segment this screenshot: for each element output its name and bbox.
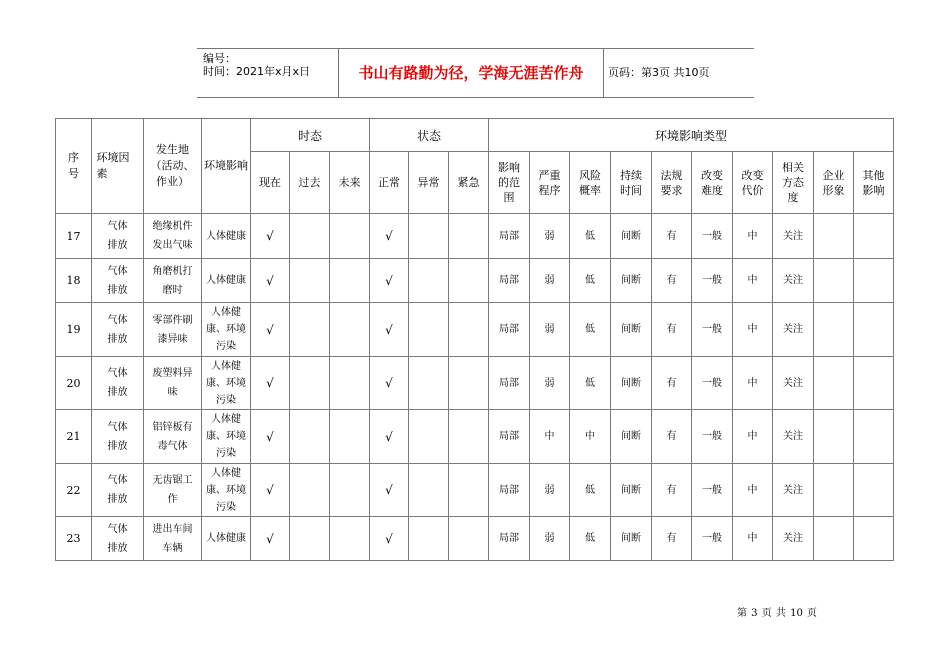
cell-factor: 气体排放: [92, 259, 144, 303]
cell-type-duration: 间断: [611, 303, 652, 357]
col-header-tense-1: 过去: [290, 152, 330, 214]
col-header-type-1: 严重程序: [530, 152, 570, 214]
cell-type-severity: 弱: [530, 259, 570, 303]
cell-type-scope: 局部: [489, 517, 530, 561]
cell-type-image: [814, 357, 854, 410]
cell-state-normal: √: [370, 303, 409, 357]
cell-state-emergency: [449, 259, 489, 303]
cell-type-scope: 局部: [489, 214, 530, 259]
cell-type-severity: 弱: [530, 303, 570, 357]
cell-type-regulation: 有: [652, 357, 692, 410]
cell-type-scope: 局部: [489, 303, 530, 357]
cell-type-other: [854, 410, 894, 464]
cell-type-cost: 中: [733, 517, 773, 561]
cell-type-difficulty: 一般: [692, 464, 733, 517]
col-header-type-5: 改变难度: [692, 152, 733, 214]
cell-tense-now: √: [251, 259, 290, 303]
cell-tense-now: √: [251, 214, 290, 259]
cell-tense-future: [330, 464, 370, 517]
cell-factor: 气体排放: [92, 214, 144, 259]
cell-tense-future: [330, 259, 370, 303]
group-header-impact-type: 环境影响类型: [489, 119, 894, 152]
cell-type-scope: 局部: [489, 464, 530, 517]
cell-type-other: [854, 464, 894, 517]
cell-type-other: [854, 214, 894, 259]
cell-type-regulation: 有: [652, 517, 692, 561]
cell-no: 22: [56, 464, 92, 517]
cell-type-cost: 中: [733, 357, 773, 410]
col-header-type-3: 持续时间: [611, 152, 652, 214]
cell-state-abnormal: [409, 517, 449, 561]
cell-type-regulation: 有: [652, 303, 692, 357]
cell-state-normal: √: [370, 517, 409, 561]
group-header-state: 状态: [370, 119, 489, 152]
table-row: [56, 464, 894, 517]
cell-type-scope: 局部: [489, 410, 530, 464]
cell-state-normal: √: [370, 464, 409, 517]
cell-type-image: [814, 464, 854, 517]
cell-state-abnormal: [409, 410, 449, 464]
col-header-type-0: 影响的范围: [489, 152, 530, 214]
cell-location: 角磨机打磨时: [144, 259, 202, 303]
cell-no: 21: [56, 410, 92, 464]
header-meta: [197, 49, 337, 97]
col-header-seq: 序号: [56, 119, 92, 214]
table-row: [56, 303, 894, 357]
col-header-state-1: 异常: [409, 152, 449, 214]
cell-type-probability: 低: [570, 303, 611, 357]
cell-type-probability: 低: [570, 214, 611, 259]
col-header-type-9: 其他影响: [854, 152, 894, 214]
cell-impact: 人体健康: [202, 214, 251, 259]
cell-state-normal: √: [370, 410, 409, 464]
cell-tense-now: √: [251, 303, 290, 357]
cell-state-emergency: [449, 464, 489, 517]
cell-state-abnormal: [409, 464, 449, 517]
cell-state-normal: √: [370, 357, 409, 410]
cell-state-abnormal: [409, 357, 449, 410]
cell-type-cost: 中: [733, 303, 773, 357]
col-header-type-2: 风险概率: [570, 152, 611, 214]
cell-factor: 气体排放: [92, 464, 144, 517]
cell-tense-now: √: [251, 464, 290, 517]
cell-impact: 人体健康、环境污染: [202, 464, 251, 517]
cell-type-cost: 中: [733, 410, 773, 464]
cell-type-severity: 中: [530, 410, 570, 464]
cell-type-difficulty: 一般: [692, 214, 733, 259]
cell-no: 17: [56, 214, 92, 259]
cell-type-severity: 弱: [530, 214, 570, 259]
time-label: 时间：2021年x月x日: [203, 65, 311, 78]
cell-state-emergency: [449, 410, 489, 464]
environment-factor-table: [55, 118, 894, 561]
cell-impact: 人体健康、环境污染: [202, 357, 251, 410]
cell-factor: 气体排放: [92, 410, 144, 464]
cell-factor: 气体排放: [92, 357, 144, 410]
cell-tense-past: [290, 517, 330, 561]
cell-type-duration: 间断: [611, 410, 652, 464]
cell-type-duration: 间断: [611, 259, 652, 303]
number-label: 编号：: [203, 52, 236, 65]
table-row: [56, 357, 894, 410]
cell-type-stakeholder: 关注: [773, 357, 814, 410]
cell-type-severity: 弱: [530, 517, 570, 561]
cell-no: 19: [56, 303, 92, 357]
cell-tense-past: [290, 464, 330, 517]
cell-location: 进出车间车辆: [144, 517, 202, 561]
cell-type-stakeholder: 关注: [773, 517, 814, 561]
cell-type-image: [814, 214, 854, 259]
col-header-tense-2: 未来: [330, 152, 370, 214]
cell-no: 20: [56, 357, 92, 410]
table-row: [56, 410, 894, 464]
cell-type-probability: 低: [570, 464, 611, 517]
document-header: [197, 48, 754, 98]
cell-type-difficulty: 一般: [692, 303, 733, 357]
col-header-tense-0: 现在: [251, 152, 290, 214]
header-row-1: [56, 119, 894, 152]
cell-type-image: [814, 303, 854, 357]
col-header-impact: 环境影响: [202, 119, 251, 214]
cell-type-difficulty: 一般: [692, 259, 733, 303]
cell-state-normal: √: [370, 214, 409, 259]
cell-state-emergency: [449, 517, 489, 561]
cell-location: 无齿锯工作: [144, 464, 202, 517]
col-header-type-8: 企业形象: [814, 152, 854, 214]
cell-state-abnormal: [409, 259, 449, 303]
table-row: [56, 214, 894, 259]
cell-state-abnormal: [409, 214, 449, 259]
cell-type-scope: 局部: [489, 357, 530, 410]
cell-type-stakeholder: 关注: [773, 303, 814, 357]
cell-tense-future: [330, 357, 370, 410]
col-header-type-4: 法规要求: [652, 152, 692, 214]
col-header-state-0: 正常: [370, 152, 409, 214]
cell-impact: 人体健康、环境污染: [202, 410, 251, 464]
cell-tense-future: [330, 410, 370, 464]
cell-impact: 人体健康: [202, 517, 251, 561]
cell-tense-now: √: [251, 517, 290, 561]
col-header-state-2: 紧急: [449, 152, 489, 214]
cell-state-abnormal: [409, 303, 449, 357]
cell-no: 23: [56, 517, 92, 561]
col-header-location: 发生地（活动、作业）: [144, 119, 202, 214]
cell-type-probability: 低: [570, 259, 611, 303]
cell-state-emergency: [449, 303, 489, 357]
cell-state-emergency: [449, 214, 489, 259]
cell-location: 绝缘机件发出气味: [144, 214, 202, 259]
cell-type-regulation: 有: [652, 214, 692, 259]
cell-state-normal: √: [370, 259, 409, 303]
cell-type-scope: 局部: [489, 259, 530, 303]
cell-tense-past: [290, 259, 330, 303]
cell-type-other: [854, 517, 894, 561]
cell-type-probability: 中: [570, 410, 611, 464]
cell-type-image: [814, 517, 854, 561]
cell-factor: 气体排放: [92, 517, 144, 561]
cell-type-severity: 弱: [530, 464, 570, 517]
cell-type-probability: 低: [570, 517, 611, 561]
cell-type-duration: 间断: [611, 214, 652, 259]
group-header-tense: 时态: [251, 119, 370, 152]
cell-type-cost: 中: [733, 214, 773, 259]
cell-location: 零部件刷漆异味: [144, 303, 202, 357]
cell-type-image: [814, 259, 854, 303]
cell-no: 18: [56, 259, 92, 303]
cell-location: 铝锌板有毒气体: [144, 410, 202, 464]
cell-state-emergency: [449, 357, 489, 410]
cell-type-cost: 中: [733, 464, 773, 517]
cell-tense-now: √: [251, 357, 290, 410]
cell-impact: 人体健康: [202, 259, 251, 303]
cell-type-cost: 中: [733, 259, 773, 303]
cell-type-image: [814, 410, 854, 464]
page-code: 页码：第3页 共10页: [608, 66, 710, 79]
cell-location: 废塑料异味: [144, 357, 202, 410]
cell-tense-now: √: [251, 410, 290, 464]
cell-type-other: [854, 357, 894, 410]
cell-type-duration: 间断: [611, 357, 652, 410]
cell-type-stakeholder: 关注: [773, 410, 814, 464]
table-row: [56, 517, 894, 561]
cell-tense-future: [330, 214, 370, 259]
cell-impact: 人体健康、环境污染: [202, 303, 251, 357]
cell-type-regulation: 有: [652, 259, 692, 303]
cell-type-duration: 间断: [611, 517, 652, 561]
cell-type-difficulty: 一般: [692, 357, 733, 410]
cell-type-difficulty: 一般: [692, 410, 733, 464]
cell-type-difficulty: 一般: [692, 517, 733, 561]
cell-type-stakeholder: 关注: [773, 259, 814, 303]
cell-type-duration: 间断: [611, 464, 652, 517]
cell-type-other: [854, 303, 894, 357]
cell-type-severity: 弱: [530, 357, 570, 410]
cell-tense-past: [290, 303, 330, 357]
cell-type-stakeholder: 关注: [773, 214, 814, 259]
col-header-type-7: 相关方态度: [773, 152, 814, 214]
col-header-factor: 环境因素: [92, 119, 144, 214]
cell-tense-past: [290, 357, 330, 410]
cell-tense-past: [290, 410, 330, 464]
col-header-type-6: 改变代价: [733, 152, 773, 214]
cell-type-other: [854, 259, 894, 303]
cell-type-probability: 低: [570, 357, 611, 410]
cell-type-regulation: 有: [652, 410, 692, 464]
motto-text: 书山有路勤为径，学海无涯苦作舟: [338, 49, 604, 97]
cell-factor: 气体排放: [92, 303, 144, 357]
cell-tense-future: [330, 303, 370, 357]
table-row: [56, 259, 894, 303]
cell-tense-past: [290, 214, 330, 259]
cell-type-stakeholder: 关注: [773, 464, 814, 517]
page-footer: 第 3 页 共 10 页: [737, 608, 817, 619]
cell-type-regulation: 有: [652, 464, 692, 517]
cell-tense-future: [330, 517, 370, 561]
